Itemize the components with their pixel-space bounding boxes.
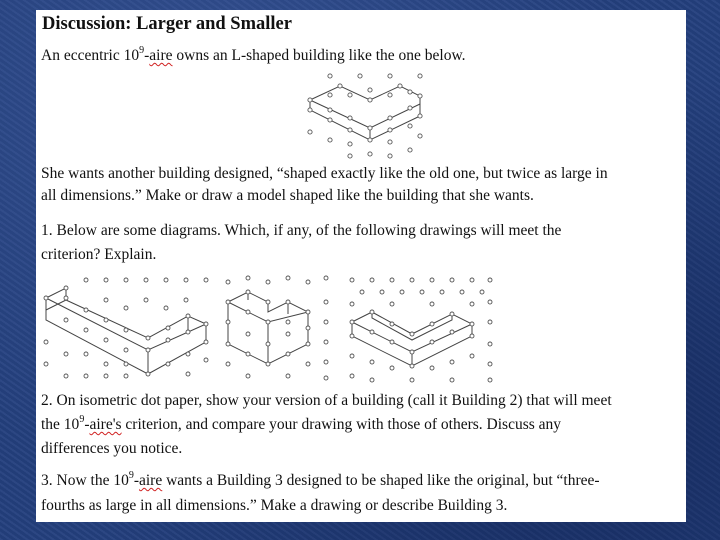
diagram-b — [222, 272, 332, 384]
dot-grid — [226, 276, 328, 380]
q2-line-1: 2. On isometric dot paper, show your version of a building (call it Building 2) that will meet — [41, 392, 612, 409]
q1-line-2: criterion? Explain. — [41, 246, 157, 263]
diagram-c — [344, 272, 494, 384]
dot-grid — [44, 278, 208, 378]
request-line-2: all dimensions.” Make or draw a model shaped like the building that she wants. — [41, 187, 534, 204]
request-line-1: She wants another building designed, “shaped exactly like the old one, but twice as large in — [41, 165, 608, 182]
original-building-figure — [304, 70, 434, 170]
slide-title: Discussion: Larger and Smaller — [42, 14, 292, 34]
slide-card — [36, 10, 686, 522]
q1-line-1: 1. Below are some diagrams. Which, if any, of the following drawings will meet the — [41, 222, 562, 239]
diagram-a — [38, 272, 218, 382]
q3-line-1: 3. Now the $10^9$-aire wants a Building 3 designed to be shaped like the original, but “three- — [41, 469, 600, 489]
dot-grid — [308, 74, 422, 158]
q3-line-2: fourths as large in all dimensions.” Make a drawing or describe Building 3. — [41, 497, 508, 514]
q2-line-2: the $10^9-aire's$ criterion, and compare your drawing with those of others. Discuss any — [41, 413, 562, 433]
building-edges — [310, 86, 420, 140]
q2-line-3: differences you notice. — [41, 440, 183, 457]
intro-text: An eccentric $10^9$-aire owns an L-shaped building like the one below. — [41, 44, 466, 64]
